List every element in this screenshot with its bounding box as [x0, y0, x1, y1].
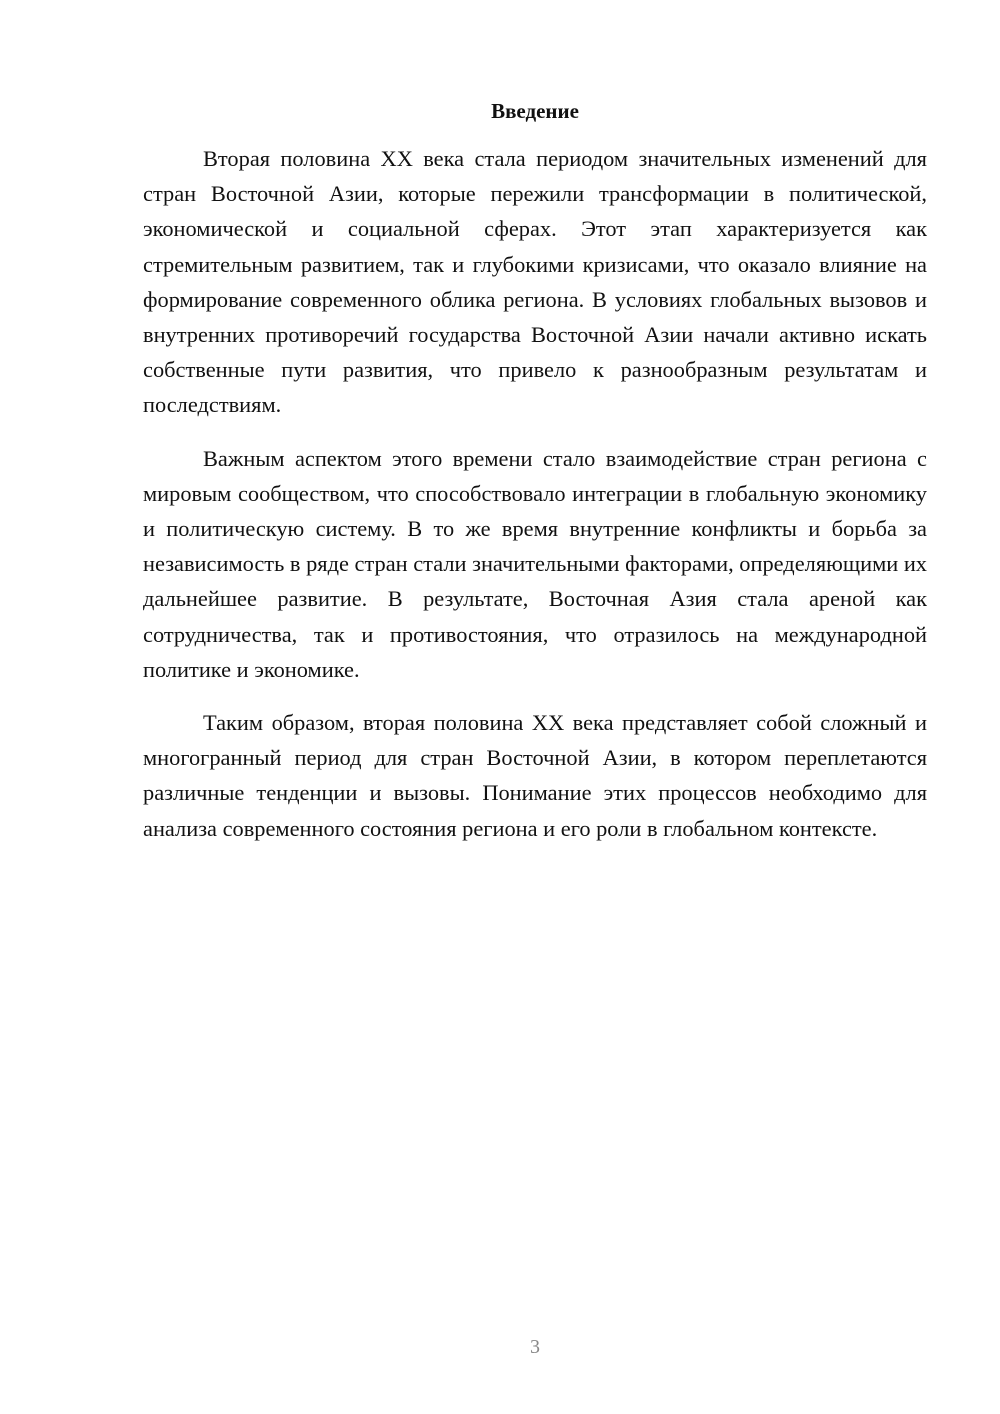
page-number: 3 — [530, 1336, 540, 1358]
document-body — [143, 141, 927, 864]
page-title: Введение — [491, 99, 579, 123]
paragraph-2: Важным аспектом этого времени стало взаимодействие стран региона с мировым сообществом, что способствовало интеграции в глобальную экономику и политическую систему. В то же время внутренние конфликты и борьба за независимость в ряде стран стали значительными факторами, определяющими их дальнейшее развитие. В результате, Восточная Азия стала ареной как сотрудничества, так и противостояния, что отразилось на международной политике и экономике. — [143, 445, 927, 682]
paragraph-3: Таким образом, вторая половина XX века представляет собой сложный и многогранный период для стран Восточной Азии, в котором переплетаются различные тенденции и вызовы. Понимание этих процессов необходимо для анализа современного состояния региона и его роли в глобальном контексте. — [143, 710, 927, 841]
paragraph-1: Вторая половина XX века стала периодом значительных изменений для стран Восточной Азии, которые пережили трансформации в политической, экономической и социальной сферах. Этот этап характеризуется как стремительным развитием, так и глубокими кризисами, что оказало влияние на формирование современного облика региона. В условиях глобальных вызовов и внутренних противоречий государства Восточной Азии начали активно искать собственные пути развития, что привело к разнообразным результатам и последствиям. — [143, 146, 927, 418]
